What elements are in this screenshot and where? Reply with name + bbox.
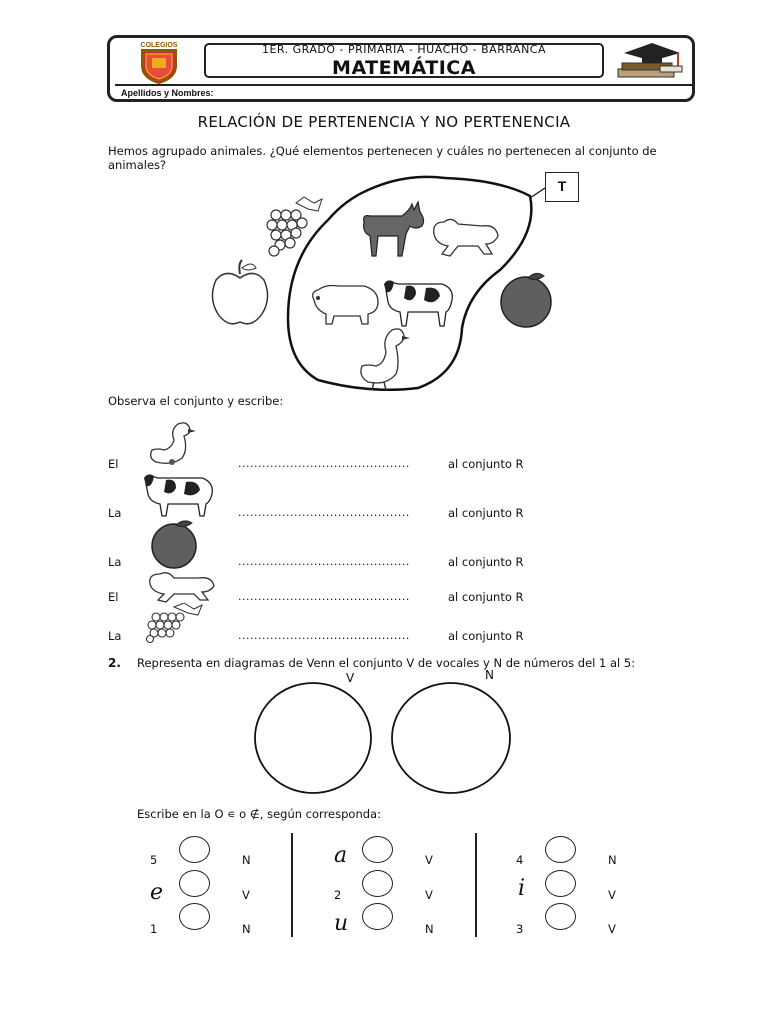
set-name: V: [425, 888, 433, 902]
answer-circle[interactable]: [545, 870, 576, 897]
venn-circle-v[interactable]: [255, 683, 371, 793]
observe-instruction: Observa el conjunto y escribe:: [108, 394, 284, 408]
set-name: V: [425, 853, 433, 867]
answer-blank[interactable]: ...........................................: [238, 590, 410, 603]
answer-blank[interactable]: ...........................................: [238, 506, 410, 519]
venn-circle-n[interactable]: [392, 683, 510, 793]
answer-circle[interactable]: [179, 903, 210, 930]
venn-label-v: V: [346, 671, 355, 685]
pig-icon: [308, 278, 382, 328]
answer-blank[interactable]: ...........................................: [238, 457, 410, 470]
logo-text: COLEGIOS: [140, 42, 178, 49]
orange-icon: [498, 270, 556, 330]
question-text: Representa en diagramas de Venn el conjunto V de vocales y N de números del 1 al 5:: [137, 656, 636, 670]
column-divider: [475, 833, 477, 937]
column-divider: [291, 833, 293, 937]
answer-circle[interactable]: [362, 836, 393, 863]
element-label: 1: [150, 922, 158, 936]
row-suffix: al conjunto R: [448, 590, 524, 604]
grade-line: 1ER. GRADO - PRIMARIA - HUACHO - BARRANCA: [261, 43, 547, 56]
answer-circle[interactable]: [545, 903, 576, 930]
set-name: N: [608, 853, 617, 867]
row-article: El: [108, 457, 119, 471]
element-label: a: [334, 843, 348, 868]
answer-circle[interactable]: [179, 836, 210, 863]
row-suffix: al conjunto R: [448, 555, 524, 569]
subject-title: MATEMÁTICA: [332, 57, 476, 79]
row-article: La: [108, 629, 122, 643]
graduation-books-icon: [612, 39, 688, 83]
grapes-icon: [262, 195, 326, 261]
duck-icon: [356, 324, 412, 392]
set-name: V: [608, 922, 616, 936]
answer-circle[interactable]: [179, 870, 210, 897]
element-label: i: [518, 876, 526, 901]
row-suffix: al conjunto R: [448, 629, 524, 643]
intro-text: Hemos agrupado animales. ¿Qué elementos pertenecen y cuáles no pertenecen al conjunto de animales?: [108, 144, 657, 172]
row-suffix: al conjunto R: [448, 457, 524, 471]
question-number: 2.: [108, 656, 121, 670]
element-label: 5: [150, 853, 158, 867]
apple-icon: [208, 258, 274, 330]
row-article: La: [108, 506, 122, 520]
donkey-icon: [356, 200, 428, 262]
set-name: N: [242, 922, 251, 936]
venn-diagrams: [250, 678, 520, 796]
element-label: e: [150, 880, 164, 905]
name-label: Apellidos y Nombres:: [121, 88, 214, 98]
row-orange-icon: [146, 519, 202, 569]
row-article: El: [108, 590, 119, 604]
answer-circle[interactable]: [362, 903, 393, 930]
answer-circle[interactable]: [545, 836, 576, 863]
set-name: V: [608, 888, 616, 902]
set-name: N: [425, 922, 434, 936]
element-label: 3: [516, 922, 524, 936]
element-label: 2: [334, 888, 342, 902]
school-logo-icon: [130, 38, 188, 84]
row-dog-icon: [144, 568, 220, 604]
answer-blank[interactable]: ...........................................: [238, 629, 410, 642]
venn-label-n: N: [485, 668, 494, 682]
dog-icon: [428, 208, 502, 260]
row-grapes-icon: [144, 603, 208, 643]
row-cow-icon: [142, 470, 218, 518]
row-article: La: [108, 555, 122, 569]
answer-circle[interactable]: [362, 870, 393, 897]
set-name: N: [242, 853, 251, 867]
element-label: 4: [516, 853, 524, 867]
row-duck-icon: [146, 420, 200, 468]
write-instruction: Escribe en la O ∊ o ∉, según corresponda:: [137, 807, 381, 821]
element-label: u: [334, 911, 349, 936]
set-label: T: [545, 172, 579, 202]
answer-blank[interactable]: ...........................................: [238, 555, 410, 568]
set-name: V: [242, 888, 250, 902]
page-title: RELACIÓN DE PERTENENCIA Y NO PERTENENCIA: [197, 113, 571, 131]
cow-icon: [382, 274, 458, 330]
row-suffix: al conjunto R: [448, 506, 524, 520]
